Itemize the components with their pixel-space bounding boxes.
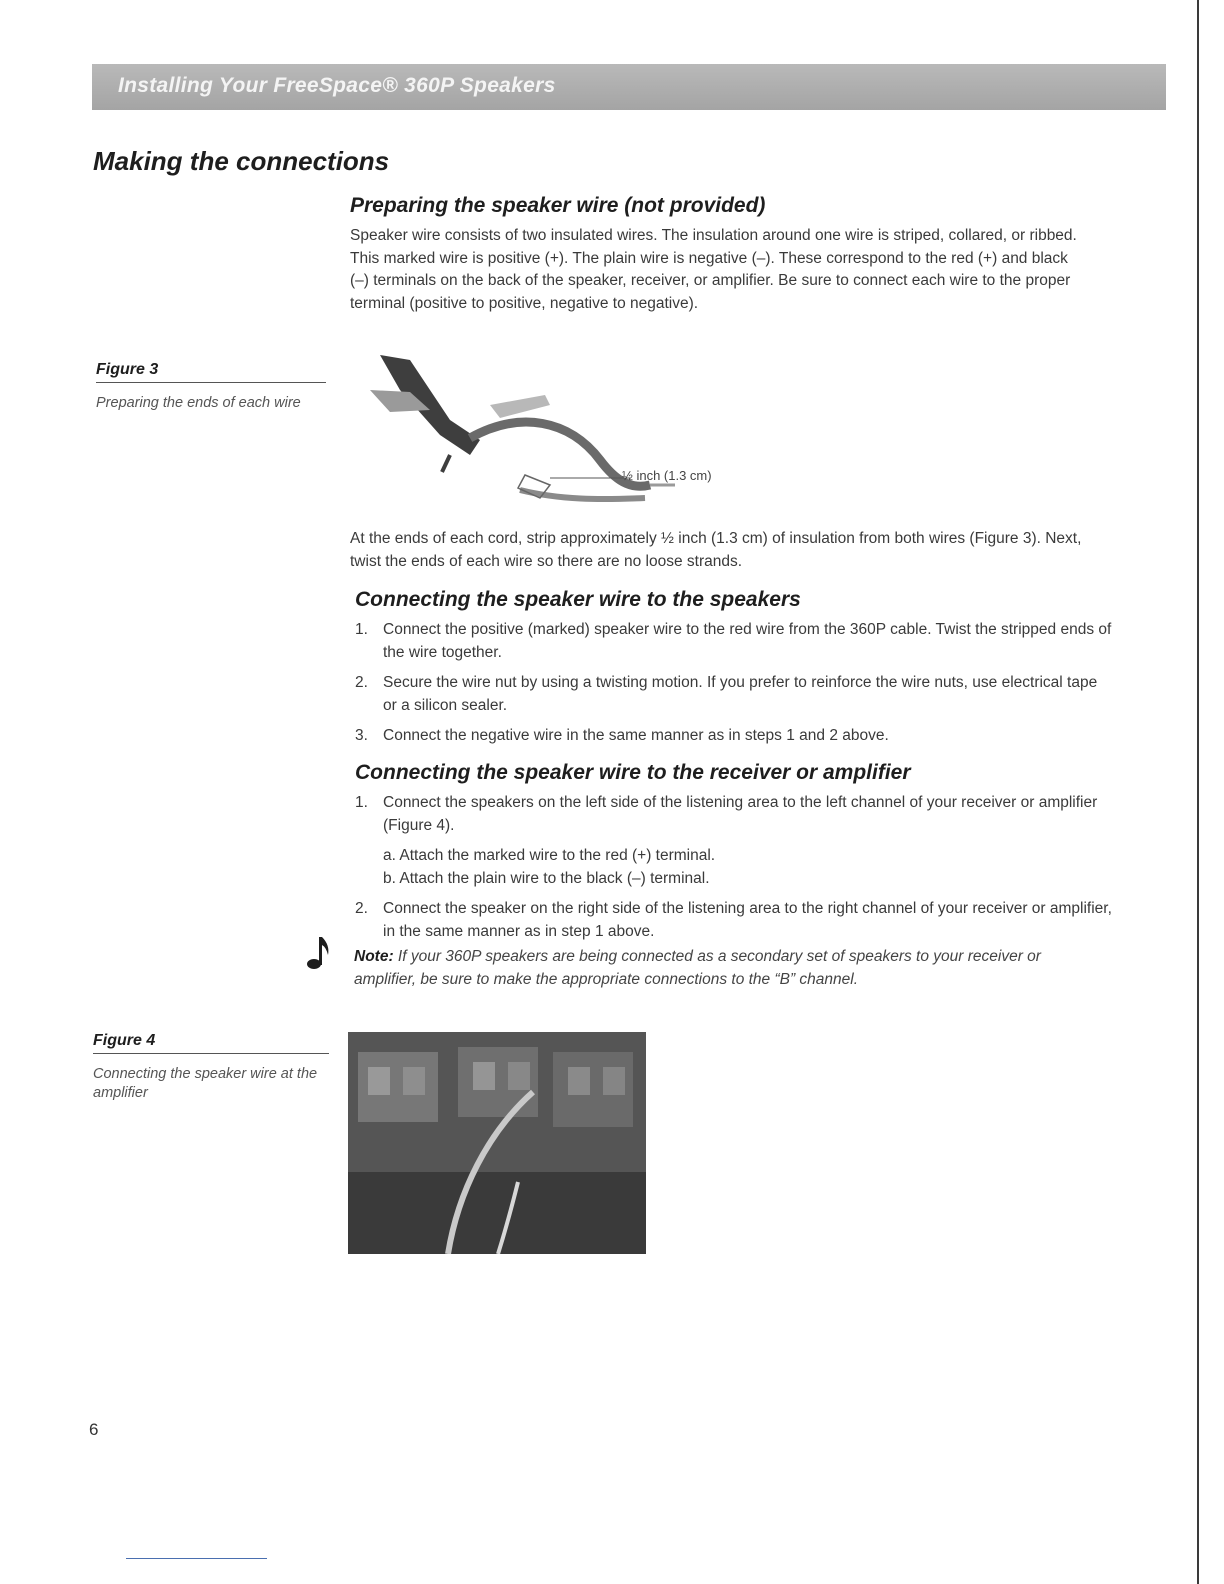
list-item: 2. Secure the wire nut by using a twisting motion. If you prefer to reinforce the wire nuts, use electrical tape or a silicon sealer.	[355, 674, 1098, 714]
list-item: 2. Connect the speaker on the right side of the listening area to the right channel of your receiver or amplifier, in the same manner as in step 1 above.	[355, 900, 1112, 940]
figure4-label: Figure 4	[93, 1032, 329, 1054]
list-item: 1. Connect the positive (marked) speaker wire to the red wire from the 360P cable. Twist the stripped ends of the wire together.	[355, 621, 1112, 661]
paragraph-strip-insulation: At the ends of each cord, strip approximately ½ inch (1.3 cm) of insulation from both wires (Figure 3). Next, twist the ends of each wire so there are no loose strands.	[350, 530, 1082, 570]
list-item: 1. Connect the speakers on the left side of the listening area to the left channel of your receiver or amplifier (Figure 4).	[355, 794, 1098, 834]
page-number: 6	[89, 1420, 99, 1439]
sub-item-b: b. Attach the plain wire to the black (–) terminal.	[383, 869, 710, 887]
list-item: 3. Connect the negative wire in the same manner as in steps 1 and 2 above.	[355, 727, 889, 744]
note-block	[354, 946, 1094, 991]
figure3-caption: Preparing the ends of each wire	[96, 395, 301, 411]
footer-rule	[126, 1558, 267, 1559]
figure3-wire-illustration	[350, 350, 790, 520]
section-header-title: Installing Your FreeSpace® 360P Speakers	[118, 74, 556, 97]
page-edge-rule	[1197, 0, 1199, 1584]
paragraph-wire-description: Speaker wire consists of two insulated wires. The insulation around one wire is striped, collared, or ribbed. This marked wire is positive (+). The plain wire is negative (–). These correspond to the red (+) and black (–) terminals on the back of the speaker, receiver, or amplifier. Be sure to connect each wire to the proper terminal (positive to positive, negative to negative).	[350, 227, 1077, 312]
sub-item-a: a. Attach the marked wire to the red (+) terminal.	[383, 847, 716, 864]
sub-list	[355, 845, 1115, 890]
list-connect-receiver	[355, 792, 1115, 951]
figure4-caption: Connecting the speaker wire at the amplifier	[93, 1066, 318, 1101]
note-text: If your 360P speakers are being connected as a secondary set of speakers to your receiver or amplifier, be sure to make the appropriate connections to the “B” channel.	[354, 948, 1041, 988]
section-header-bar	[92, 64, 1166, 110]
figure4-amplifier-photo	[348, 1032, 646, 1254]
list-connect-speakers	[355, 619, 1115, 756]
figure3-label: Figure 3	[96, 361, 326, 383]
heading-connect-receiver: Connecting the speaker wire to the receiver or amplifier	[355, 761, 911, 784]
heading-connect-speakers: Connecting the speaker wire to the speakers	[355, 588, 801, 611]
figure3-annotation: ½ inch (1.3 cm)	[622, 468, 712, 483]
note-label: Note:	[354, 948, 394, 965]
heading-preparing-wire: Preparing the speaker wire (not provided)	[350, 194, 766, 217]
page-title: Making the connections	[93, 146, 390, 176]
music-note-icon	[304, 933, 332, 973]
